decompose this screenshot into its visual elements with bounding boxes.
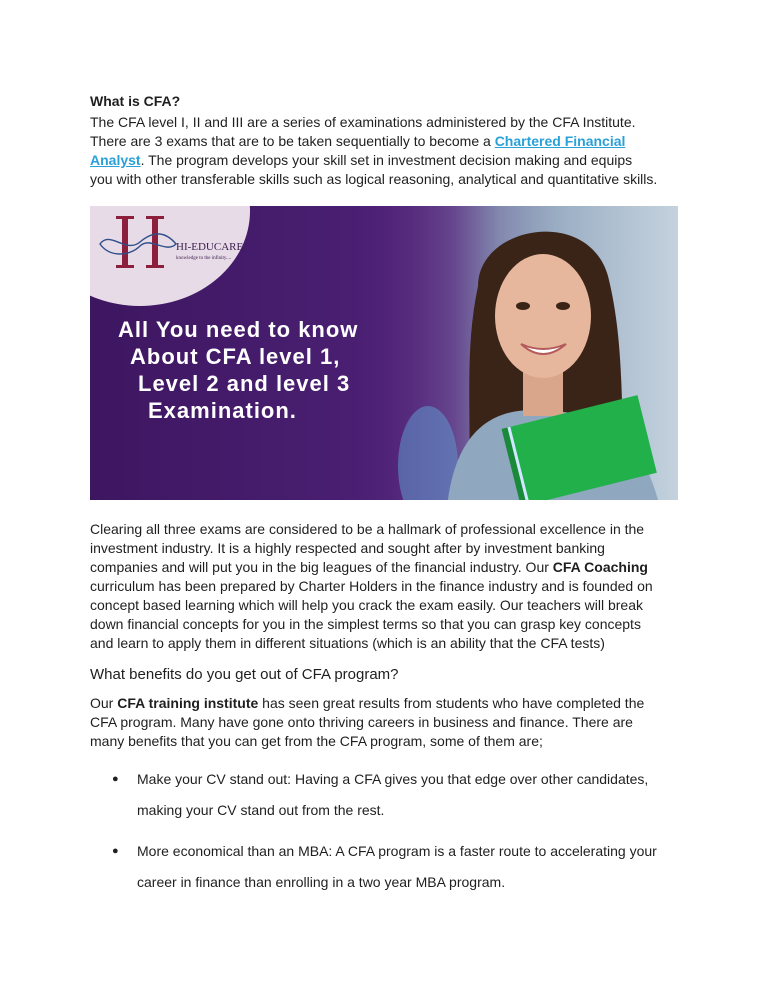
exams-line-4: curriculum has been prepared by Charter Holders in the finance industry and is founded on [90, 578, 653, 594]
intro-line-3 [90, 151, 690, 170]
bullet-dot-icon: ● [112, 773, 119, 785]
intro-line-2-text: There are 3 exams that are to be taken sequentially to become a [90, 133, 495, 149]
benefits-paragraph [90, 694, 690, 751]
intro-line-4: you with other transferable skills such as logical reasoning, analytical and quantitative skills. [90, 171, 658, 187]
cfa-coaching-bold: CFA Coaching [552, 559, 648, 575]
headline-line-1: All You need to know [118, 317, 359, 342]
list-item-line-2: career in finance than enrolling in a two year MBA program. [137, 874, 506, 890]
intro-line-3-text: . The program develops your skill set in investment decision making and equips [140, 152, 633, 168]
intro-line-2 [90, 132, 690, 151]
exams-line-2: investment industry. It is a highly respected and sought after by investment banking [90, 540, 605, 556]
banner-headline [118, 316, 358, 424]
list-item [90, 836, 690, 898]
exams-paragraph [90, 520, 690, 653]
list-item [90, 764, 690, 826]
exams-line-7: and learn to apply them in different situations (which is an ability that the CFA tests) [90, 635, 605, 651]
exams-line-1: Clearing all three exams are considered to be a hallmark of professional excellence in the [90, 521, 645, 537]
student-photo-icon [378, 206, 678, 500]
benefits-line-1 [90, 694, 690, 713]
list-item-line-1: More economical than an MBA: A CFA program is a faster route to accelerating your [137, 843, 657, 859]
exams-line-3 [90, 558, 690, 577]
logo-name: HI-EDUCARE [176, 241, 244, 253]
benefits-list [90, 764, 690, 908]
hi-educare-logo-icon [96, 214, 180, 270]
logo-tagline: knowledge to the infinity.... [176, 256, 232, 261]
heading-what-is-cfa: What is CFA? [90, 93, 181, 109]
exams-line-3-text: companies and will put you in the big leagues of the financial industry. Our [90, 559, 553, 575]
exams-line-5: concept based learning which will help you crack the exam easily. Our teachers will break [90, 597, 644, 613]
list-item-line-2: making your CV stand out from the rest. [137, 802, 385, 818]
heading-benefits: What benefits do you get out of CFA program? [90, 666, 399, 683]
headline-line-2: About CFA level 1, [130, 344, 341, 369]
chartered-financial-analyst-link-cont[interactable]: Analyst [90, 152, 141, 168]
intro-line-1: The CFA level I, II and III are a series of examinations administered by the CFA Institute. [90, 114, 636, 130]
cfa-training-institute-bold: CFA training institute [117, 695, 259, 711]
chartered-financial-analyst-link[interactable]: Chartered Financial [494, 133, 626, 149]
benefits-line-1-pre: Our [90, 695, 118, 711]
list-item-line-1: Make your CV stand out: Having a CFA gives you that edge over other candidates, [137, 771, 649, 787]
exams-line-6: down financial concepts for you in the simplest terms so that you can grasp key concepts [90, 616, 641, 632]
headline-line-4: Examination. [148, 398, 297, 423]
bullet-dot-icon: ● [112, 845, 119, 857]
benefits-line-2: CFA program. Many have gone onto thriving careers in business and finance. There are [90, 714, 633, 730]
benefits-line-3: many benefits that you can get from the CFA program, some of them are; [90, 733, 543, 749]
headline-line-3: Level 2 and level 3 [138, 371, 351, 396]
benefits-line-1-post: has seen great results from students who have completed the [258, 695, 645, 711]
cfa-banner-image [90, 206, 678, 500]
intro-paragraph [90, 113, 690, 189]
